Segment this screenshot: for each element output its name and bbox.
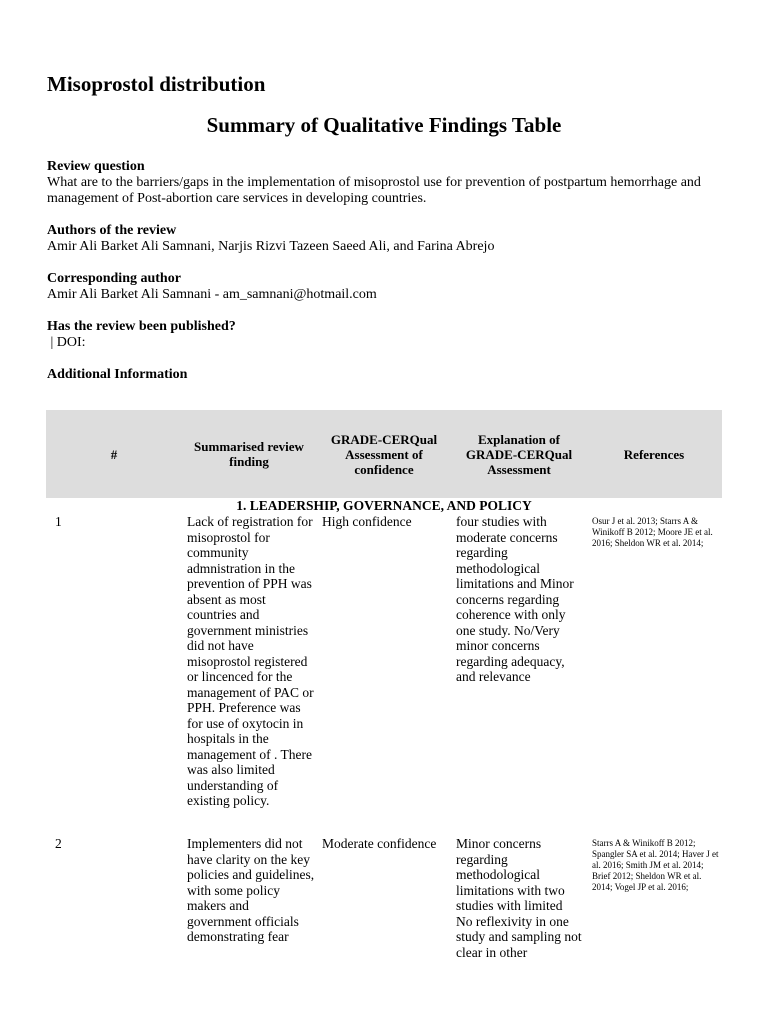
table-row [46,836,722,966]
table-header [46,410,722,498]
row-number: 1 [55,514,62,529]
group-heading-leadership: 1. LEADERSHIP, GOVERNANCE, AND POLICY [236,498,532,513]
review-question-section [47,159,727,207]
corresponding-author-label: Corresponding author [47,271,181,286]
row-explanation: Minor concerns regarding methodological limitations with two studies with limited No reflexivity in one study and sampling not clear in other [456,836,582,960]
published-section [47,319,727,351]
header-grade: GRADE-CERQual Assessment of confidence [330,431,438,477]
table-title: Summary of Qualitative Findings Table [206,113,562,137]
authors-label: Authors of the review [47,223,177,238]
authors-section [47,223,727,255]
table-row [46,514,722,836]
published-label: Has the review been published? [47,319,236,334]
document-title: Misoprostol distribution [47,72,266,96]
row-finding: Lack of registration for misoprostol for community admnistration in the prevention of PPH was absent as most countries and government ministries did not have misoprostol registered or lincenced for the management of PAC or PPH. Preference was for use of oxytocin in hospitals in the management of . There was also limited understanding of existing policy. [187,514,314,808]
header-finding: Summarised review finding [194,439,304,469]
row-references: Osur J et al. 2013; Starrs A & Winikoff B 2012; Moore JE et al. 2016; Sheldon WR et al. 2014; [592,516,713,548]
review-question-text: What are to the barriers/gaps in the implementation of misoprostol use for prevention of postpartum hemorrhage and management of Post-abortion care services in developing countries. [47,175,701,206]
doi-text: | DOI: [47,335,86,350]
header-num: # [110,446,118,462]
additional-info-label: Additional Information [47,367,188,382]
row-number: 2 [55,836,62,851]
review-question-label: Review question [47,159,145,174]
corresponding-author-text: Amir Ali Barket Ali Samnani - am_samnani@hotmail.com [47,287,377,302]
header-explanation: Explanation of GRADE-CERQual Assessment [465,431,573,477]
findings-table [46,410,722,966]
row-references: Starrs A & Winikoff B 2012; Spangler SA et al. 2014; Haver J et al. 2016; Smith JM et al. 2014; Brief 2012; Sheldon WR et al. 2014; Vogel JP et al. 2016; [592,838,719,892]
row-grade: Moderate confidence [322,836,437,851]
row-explanation: four studies with moderate concerns regarding methodological limitations and Minor concerns regarding coherence with only one study. No/Very minor concerns regarding adequacy, and relevance [456,514,574,684]
row-grade: High confidence [322,514,412,529]
additional-info-section [47,367,727,383]
row-finding: Implementers did not have clarity on the key policies and guidelines, with some policy makers and government officials demonstrating fear [187,836,315,944]
authors-text: Amir Ali Barket Ali Samnani, Narjis Rizvi Tazeen Saeed Ali, and Farina Abrejo [47,239,495,254]
corresponding-author-section [47,271,727,303]
header-references: References [623,446,685,462]
